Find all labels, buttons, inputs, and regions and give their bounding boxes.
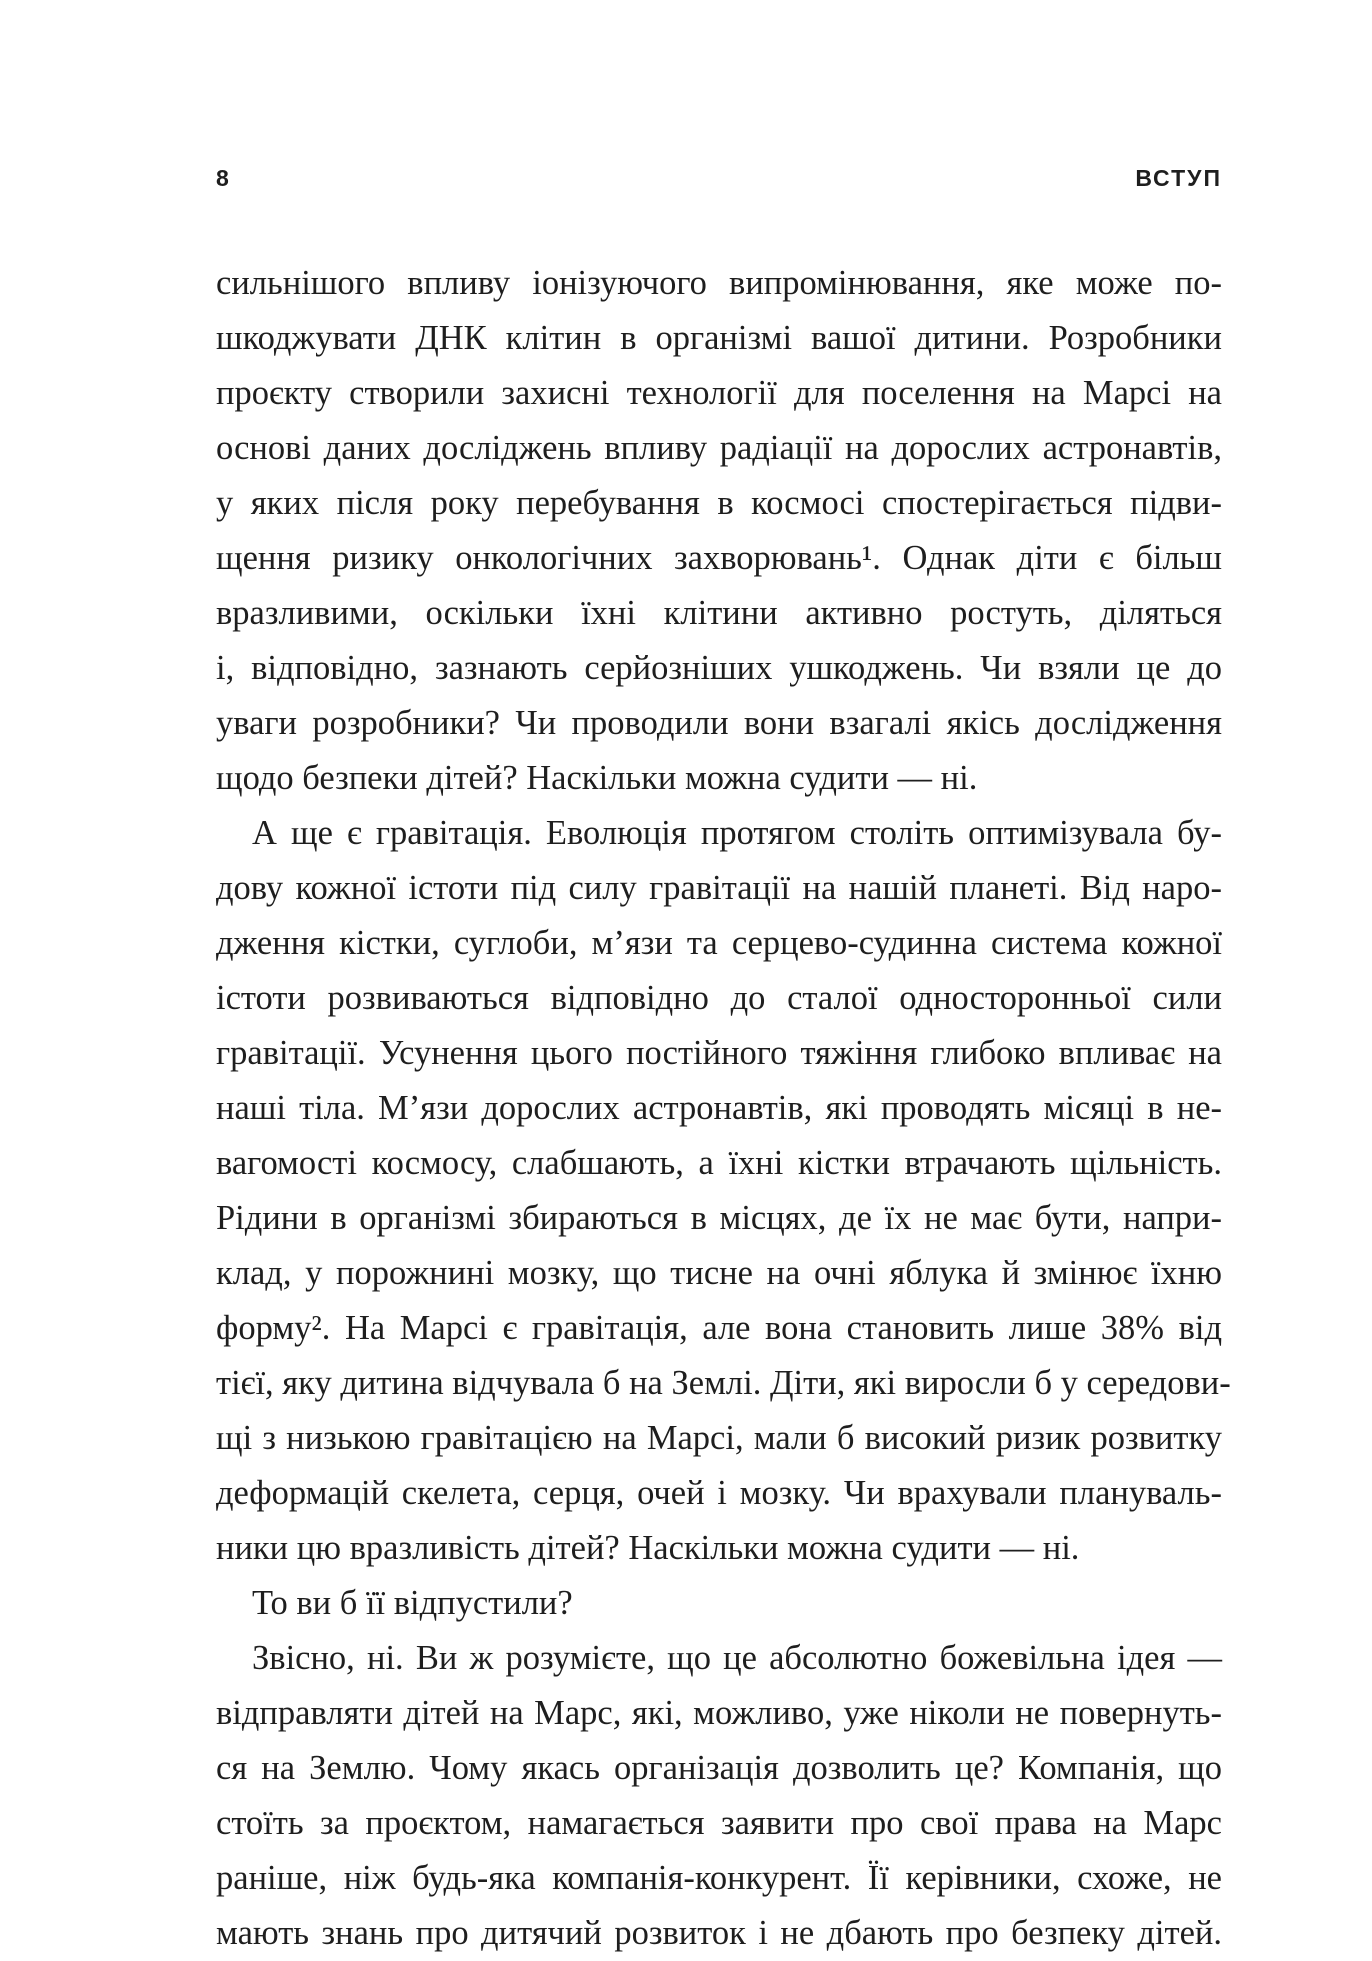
section-title: ВСТУП — [1135, 165, 1222, 191]
text-line: щі з низькою гравітацією на Марсі, мали б високий ризик розвитку — [216, 1419, 1222, 1457]
paragraph-answer — [216, 1631, 1222, 1961]
page-number: 8 — [216, 165, 231, 191]
text-line: раніше, ніж будь-яка компанія-конкурент. Її керівники, схоже, не — [216, 1859, 1222, 1897]
text-line: у яких після року перебування в космосі спостерігається підви- — [216, 484, 1222, 522]
text-line: щодо безпеки дітей? Наскільки можна судити — ні. — [216, 759, 978, 797]
text-line: вагомості космосу, слабшають, а їхні кістки втрачають щільність. — [216, 1144, 1222, 1182]
text-line: проєкту створили захисні технології для поселення на Марсі на — [216, 374, 1222, 412]
text-line: дову кожної істоти під силу гравітації на нашій планеті. Від наро- — [216, 869, 1222, 907]
text-line: шкоджувати ДНК клітин в організмі вашої дитини. Розробники — [216, 319, 1222, 357]
text-line: Звісно, ні. Ви ж розумієте, що це абсолютно божевільна ідея — — [252, 1639, 1222, 1677]
text-line: ся на Землю. Чому якась організація дозволить це? Компанія, що — [216, 1749, 1222, 1787]
running-head — [216, 163, 1222, 193]
text-line: основі даних досліджень впливу радіації на дорослих астронавтів, — [216, 429, 1222, 467]
paragraph-gravity — [216, 806, 1231, 1576]
text-line: істоти розвиваються відповідно до сталої односторонньої сили — [216, 979, 1222, 1017]
text-line: гравітації. Усунення цього постійного тяжіння глибоко впливає на — [216, 1034, 1222, 1072]
text-line: наші тіла. М’язи дорослих астронавтів, які проводять місяці в не- — [216, 1089, 1222, 1127]
text-line: деформацій скелета, серця, очей і мозку. Чи врахували плануваль- — [216, 1474, 1222, 1512]
text-line: уваги розробники? Чи проводили вони взагалі якісь дослідження — [216, 704, 1222, 742]
text-line: тієї, яку дитина відчувала б на Землі. Діти, які виросли б у середови- — [216, 1364, 1231, 1402]
text-line: То ви б її відпустили? — [252, 1584, 573, 1622]
text-line: клад, у порожнині мозку, що тисне на очні яблука й змінює їхню — [216, 1254, 1222, 1292]
text-body — [216, 256, 1231, 1961]
text-line: і, відповідно, зазнають серйозніших ушкоджень. Чи взяли це до — [216, 649, 1222, 687]
text-line: відправляти дітей на Марс, які, можливо, уже ніколи не повернуть- — [216, 1694, 1222, 1732]
text-line: Рідини в організмі збираються в місцях, де їх не має бути, напри- — [216, 1199, 1222, 1237]
text-line: сильнішого впливу іонізуючого випромінювання, яке може по- — [216, 264, 1222, 302]
text-line: стоїть за проєктом, намагається заявити про свої права на Марс — [216, 1804, 1222, 1842]
text-line: мають знань про дитячий розвиток і не дбають про безпеку дітей. — [216, 1914, 1222, 1952]
text-line: дження кістки, суглоби, м’язи та серцево-судинна система кожної — [216, 924, 1222, 962]
text-line: ники цю вразливість дітей? Наскільки можна судити — ні. — [216, 1529, 1080, 1567]
text-line: форму². На Марсі є гравітація, але вона становить лише 38% від — [216, 1309, 1222, 1347]
text-line: А ще є гравітація. Еволюція протягом століть оптимізувала бу- — [252, 814, 1222, 852]
paragraph-question — [216, 1576, 1222, 1631]
text-line: вразливими, оскільки їхні клітини активно ростуть, діляться — [216, 594, 1222, 632]
text-line: щення ризику онкологічних захворювань¹. Однак діти є більш — [216, 539, 1222, 577]
paragraph-radiation — [216, 256, 1222, 806]
